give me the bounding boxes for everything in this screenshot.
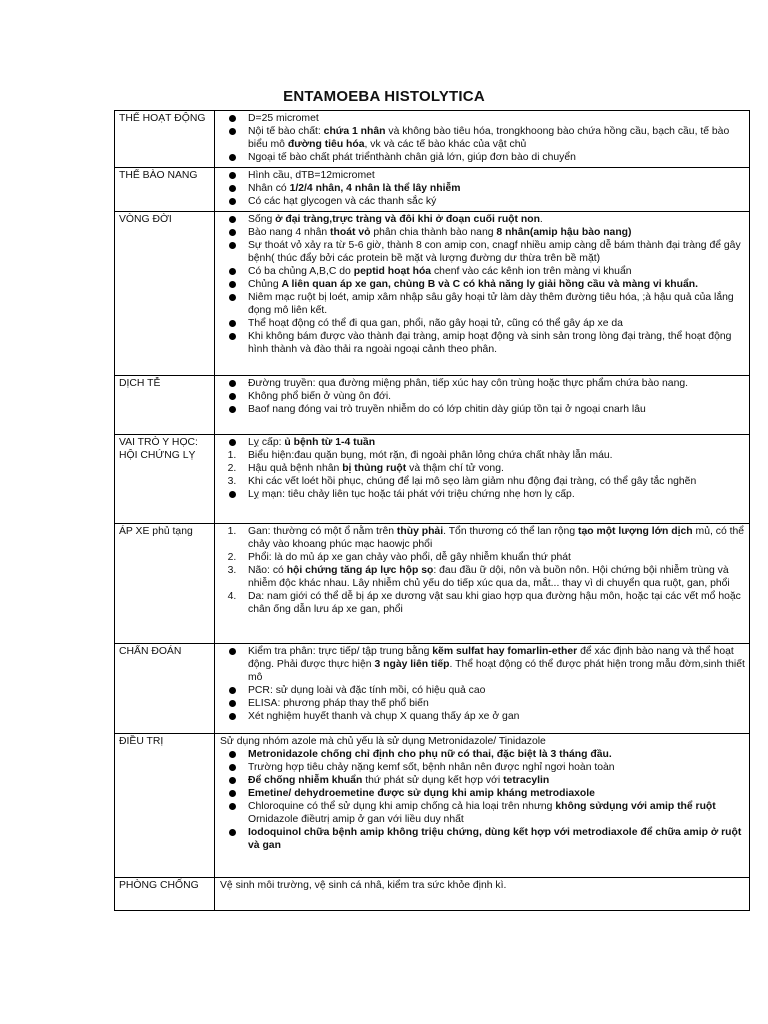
table-row [115,644,750,734]
list-item [219,787,746,800]
list-item [219,169,746,182]
row-label: ĐIỀU TRỊ [115,734,215,878]
text-segment: peptid hoạt hóa [353,266,432,277]
bullet-icon [222,182,242,196]
bullet-icon [222,169,242,183]
list-item [219,564,746,590]
text-segment: ở đại tràng,trực tràng và đôi khi ở đoạn cuối ruột non [275,214,540,225]
text-segment: Khi các vết loét hồi phục, chúng để lại mô sẹo làm giảm nhu động đại tràng, có thể gây tắc nghẽn [248,476,697,487]
bullet-icon [222,377,242,391]
text-segment: và thậm chí tử vong. [406,463,504,474]
bullet-icon [222,774,242,788]
list-item [219,377,746,390]
list-item [219,151,746,164]
text-segment: Emetine/ dehydroemetine được sử dụng khi amip kháng metrodiaxole [248,788,595,799]
text-segment: ELISA: phương pháp thay thế phổ biến [248,698,429,709]
table-row [115,168,750,212]
list-number: 3. [227,476,237,487]
table-row [115,212,750,376]
text-segment: Hình cầu, dTB=12micromet [248,170,375,181]
list-item [219,645,746,684]
bullet-icon [222,195,242,209]
text-segment: Gan: thường có một ổ nằm trên [248,526,397,537]
text-segment: Sống [248,214,276,225]
list-item [219,213,746,226]
table-row [115,734,750,878]
bullet-icon [222,125,242,139]
text-segment: Để chống nhiễm khuẩn [248,775,363,786]
row-content [215,435,750,524]
list-item [219,710,746,723]
row-content [215,376,750,435]
bullet-icon [222,748,242,762]
bullet-icon [222,710,242,724]
text-segment: . Thể hoạt động có thể được phát hiện trong mẫu đờm,sinh thiết mô [248,659,745,683]
bullet-icon [222,265,242,279]
bullet-icon [222,403,242,417]
row-content [215,878,750,911]
bullet-icon [222,291,242,305]
bullet-icon [222,330,242,344]
text-segment: ủ bệnh từ 1-4 tuần [284,437,376,448]
text-segment: Lỵ mạn: tiêu chảy liên tục hoặc tái phát với triệu chứng nhẹ hơn lỵ cấp. [248,489,575,500]
list-item [219,278,746,291]
list-item [219,761,746,774]
text-segment: chứa 1 nhân [323,126,386,137]
text-segment: Không phổ biến ở vùng ôn đới. [248,391,392,402]
text-segment: Niêm mạc ruột bị loét, amip xâm nhập sâu gây hoại tử làm dày thêm đường tiêu hóa, ;à hậu quả của lắng đọng mô liên kết. [248,292,734,316]
info-table [114,110,750,911]
text-segment: hội chứng tăng áp lực hộp sọ [286,565,434,576]
bullet-icon [222,151,242,165]
bullet-icon [222,800,242,814]
list-item [219,826,746,852]
list-item [219,748,746,761]
text-segment: Nội tế bào chất: [248,126,324,137]
bullet-icon [222,787,242,801]
row-content [215,524,750,644]
list-number: 2. [227,463,237,474]
row-label: DỊCH TỄ [115,376,215,435]
document-title: ENTAMOEBA HISTOLYTICA [283,88,485,105]
list-item [219,551,746,564]
table-row [115,376,750,435]
text-segment: đường tiêu hóa [287,139,365,150]
row-content [215,212,750,376]
text-segment: thứ phát sử dụng kết hợp với [362,775,504,786]
text-segment: Baof nang đóng vai trò truyền nhiễm do có lớp chitin dày giúp tồn tại ở ngoại cnarh lâu [248,404,646,415]
text-segment: kẽm sulfat hay fomarlin-ether [432,646,578,657]
list-item [219,462,746,475]
list-item [219,735,746,748]
text-segment: tetracylin [503,775,550,786]
list-item [219,403,746,416]
text-segment: : đau đầu ữ dội, nôn và buồn nôn. Hội chứng bội nhiễm trùng và nhiễm độc khác nhau. Lây nhiễm chủ yếu do tiếp xúc qua da, mắt... thay vì di chuyển qua ruột, gan, phổi [248,565,730,589]
text-segment: Thể hoạt động có thể đi qua gan, phổi, não gây hoại tử, cũng có thể gây áp xe da [248,318,623,329]
list-item [219,813,746,826]
list-number: 1. [227,450,237,461]
list-item [219,436,746,449]
text-segment: Ornidazole điềutrị amip ở gan với liều duy nhất [248,814,464,825]
text-segment: Sử dụng nhóm azole mà chủ yếu là sử dụng Metronidazole/ Tinidazole [220,736,546,747]
row-label: THỂ BÀO NANG [115,168,215,212]
list-item [219,112,746,125]
bullet-icon [222,226,242,240]
text-segment: Metronidazole chống chỉ định cho phụ nữ có thai, đặc biệt là 3 tháng đầu. [248,749,612,760]
text-segment: Phổi: là do mủ áp xe gan chảy vào phổi, dễ gây nhiễm khuẩn thứ phát [248,552,571,563]
text-segment: PCR: sử dụng loài và đặc tính mồi, có hiệu quả cao [248,685,486,696]
bullet-icon [222,239,242,253]
text-segment: Ngoại tế bào chất phát triểnthành chân giả lớn, giúp đơn bào di chuyển [248,152,576,163]
text-segment: 3 ngày liên tiếp [374,659,450,670]
text-segment: Iodoquinol chữa bệnh amip không triệu chứng, dùng kết hợp với metrodiaxole để chữa amip ở ruột và gan [248,827,742,851]
row-label: VÒNG ĐỜI [115,212,215,376]
row-content [215,168,750,212]
text-segment: 8 nhân(amip hậu bào nang) [496,227,632,238]
text-segment: Trường hợp tiêu chảy nặng kemf sốt, bệnh nhân nên được nghỉ ngơi hoàn toàn [248,762,615,773]
list-item [219,330,746,356]
row-content [215,111,750,168]
text-segment: Hậu quả bệnh nhân [248,463,343,474]
bullet-icon [222,278,242,292]
text-segment: Khi không bám được vào thành đại tràng, amip hoạt động và sinh sản trong lòng đại tràng, thể hoạt động hình thành và đào thải ra ngoài ngoại cảnh theo phân. [248,331,732,355]
text-segment: Lỵ cấp: [248,437,285,448]
row-label: THỂ HOẠT ĐỘNG [115,111,215,168]
list-item [219,195,746,208]
bullet-icon [222,488,242,502]
list-number: 3. [227,565,237,576]
text-segment: bị thủng ruột [342,463,407,474]
text-segment: Có ba chủng A,B,C do [248,266,354,277]
row-label: VAI TRÒ Y HỌC: HỘI CHỨNG LỴ [115,435,215,524]
list-item [219,697,746,710]
list-item [219,590,746,616]
list-number: 1. [227,526,237,537]
table-row [115,111,750,168]
list-item [219,239,746,265]
text-segment: Bào nang 4 nhân [248,227,331,238]
list-number: 4. [227,591,237,602]
text-segment: , vk và các tế bào khác của vật chủ [364,139,527,150]
list-item [219,265,746,278]
list-item [219,879,746,892]
text-segment: và không bào tiêu hóa, trongkhoong bào chứa hồng cầu, bạch cầu, tế bào biểu mô [248,126,730,150]
list-item [219,390,746,403]
list-item [219,291,746,317]
text-segment: 1/2/4 nhân, 4 nhân là thể lây nhiễm [289,183,461,194]
bullet-icon [222,213,242,227]
text-segment: Xét nghiệm huyết thanh và chụp X quang thấy áp xe ở gan [248,711,520,722]
list-number: 2. [227,552,237,563]
row-content [215,644,750,734]
text-segment: thùy phải [396,526,444,537]
bullet-icon [222,317,242,331]
bullet-icon [222,436,242,450]
table-row [115,524,750,644]
bullet-icon [222,684,242,698]
text-segment: Nhân có [248,183,290,194]
text-segment: để xác định bào nang và thể hoạt động. Phải được thực hiện [248,646,734,670]
list-item [219,800,746,813]
text-segment: Biểu hiện:đau quặn bụng, mót rặn, đi ngoài phân lỏng chứa chất nhày lẫn máu. [248,450,613,461]
list-item [219,182,746,195]
row-label: ÁP XE phủ tạng [115,524,215,644]
list-item [219,488,746,501]
text-segment: . Tổn thương có thể lan rộng [443,526,578,537]
text-segment: tạo một lượng lớn dịch [578,526,693,537]
text-segment: Sự thoát vỏ xảy ra từ 5-6 giờ, thành 8 con amip con, cnagf nhiều amip càng dễ bám thành đại tràng để gây bệnh( thúc đẩy bởi các protein bề mặt và lượng đường dư thừa trên bề mặt) [248,240,741,264]
list-item [219,125,746,151]
text-segment: Kiểm tra phân: trực tiếp/ tập trung bằng [248,646,433,657]
bullet-icon [222,390,242,404]
bullet-icon [222,761,242,775]
row-content [215,734,750,878]
list-item [219,317,746,330]
list-item [219,684,746,697]
text-segment: mủ, có thể chảy vào khoang phúc mạc haowjc phổi [248,526,745,550]
text-segment: Đường truyền: qua đường miệng phân, tiếp xúc hay côn trùng hoặc thực phẩm chứa bào nang. [248,378,689,389]
text-segment: không sửdụng với amip thể ruột [555,801,716,812]
bullet-icon [222,645,242,659]
list-item [219,525,746,551]
text-segment: . [539,214,543,225]
bullet-icon [222,826,242,840]
list-item [219,475,746,488]
list-item [219,449,746,462]
text-segment: Có các hạt glycogen và các thanh sắc ký [248,196,437,207]
text-segment: D=25 micromet [248,113,319,124]
bullet-icon [222,112,242,126]
text-segment: A liên quan áp xe gan, chủng B và C có khả năng ly giải hồng cầu và màng vi khuẩn. [281,279,698,290]
text-segment: Não: có [248,565,287,576]
text-segment: thoát vỏ [330,227,371,238]
row-label: PHÒNG CHỐNG [115,878,215,911]
text-segment: Vệ sinh môi trường, vệ sinh cá nhâ, kiểm tra sức khỏe định kì. [220,880,507,891]
text-segment: chenf vào các kênh ion trên màng vi khuẩn [431,266,632,277]
text-segment: Chủng [248,279,282,290]
row-label: CHẨN ĐOÁN [115,644,215,734]
table-row [115,878,750,911]
table-row [115,435,750,524]
list-item [219,774,746,787]
text-segment: Chloroquine có thể sử dụng khi amip chống cả hia loại trên nhưng [248,801,556,812]
list-item [219,226,746,239]
bullet-icon [222,697,242,711]
text-segment: phân chia thành bào nang [370,227,497,238]
text-segment: Da: nam giới có thể dễ bị áp xe dương vật sau khi giao hợp qua đường hậu môn, hoặc tại các vết mổ hoặc chân ống dẫn lưu áp xe gan, phổi [248,591,741,615]
